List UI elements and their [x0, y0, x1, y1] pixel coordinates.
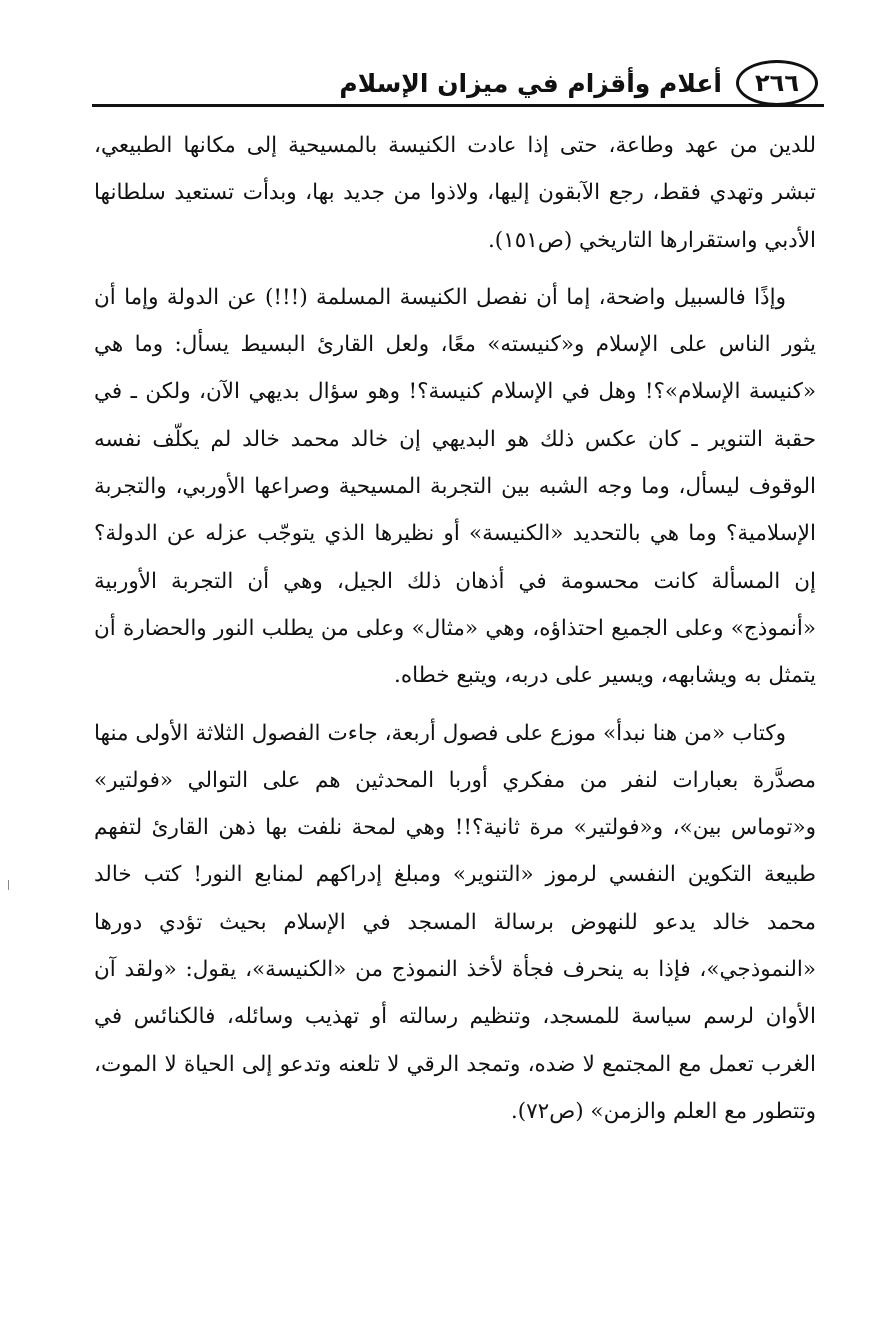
page-number: ٢٦٦ [736, 60, 818, 106]
scan-edge-mark [8, 880, 9, 890]
paragraph-continuation: للدين من عهد وطاعة، حتى إذا عادت الكنيسة بالمسيحية إلى مكانها الطبيعي، تبشر وتهدي فقط، رجع الآبقون إليها، ولاذوا من جديد بها، وبدأت تستعيد سلطانها الأدبي واستقرارها التاريخي (ص١٥١). [94, 133, 816, 253]
paragraph-church-separation: وإذًا فالسبيل واضحة، إما أن نفصل الكنيسة المسلمة (!!!) عن الدولة وإما أن يثور الناس على الإسلام و«كنيسته» معًا، ولعل القارئ البسيط يسأل: وما هي «كنيسة الإسلام»؟! وهل في الإسلام كنيسة؟! وهو سؤال بديهي الآن، ولكن ـ في حقبة التنوير ـ كان عكس ذلك هو البديهي إن خالد محمد خالد لم يكلّف نفسه الوقوف ليسأل، وما وجه الشبه بين التجربة المسيحية وصراعها الأوربي، والتجربة الإسلامية؟ وما هي بالتحديد «الكنيسة» أو نظيرها الذي يتوجّب عزله عن الدولة؟ إن المسألة كانت محسومة في أذهان ذلك الجيل، وهي أن التجربة الأوربية «أنموذج» وعلى الجميع احتذاؤه، وهي «مثال» وعلى من يطلب النور والحضارة أن يتمثل به ويشابهه، ويسير على دربه، ويتبع خطاه. [94, 284, 816, 689]
header-rule [92, 104, 824, 107]
running-title: أعلام وأقزام في ميزان الإسلام [339, 69, 722, 98]
body-text [94, 122, 816, 1135]
paragraph-book-chapters: وكتاب «من هنا نبدأ» موزع على فصول أربعة، جاءت الفصول الثلاثة الأولى منها مصدَّرة بعبارات لنفر من مفكري أوربا المحدثين هم على التوالي «فولتير» و«توماس بين»، و«فولتير» مرة ثانية؟!! وهي لمحة نلفت بها ذهن القارئ لتفهم طبيعة التكوين النفسي لرموز «التنوير» ومبلغ إدراكهم لمنابع النور! كتب خالد محمد خالد يدعو للنهوض برسالة المسجد في الإسلام بحيث تؤدي دورها «النموذجي»، فإذا به ينحرف فجأة لأخذ النموذج من «الكنيسة»، يقول: «ولقد آن الأوان لرسم سياسة للمسجد، وتنظيم رسالته أو تهذيب وسائله، فالكنائس في الغرب تعمل مع المجتمع لا ضده، وتمجد الرقي لا تلعنه وتدعو إلى الحياة لا الموت، وتتطور مع العلم والزمن» (ص٧٢). [94, 720, 816, 1124]
